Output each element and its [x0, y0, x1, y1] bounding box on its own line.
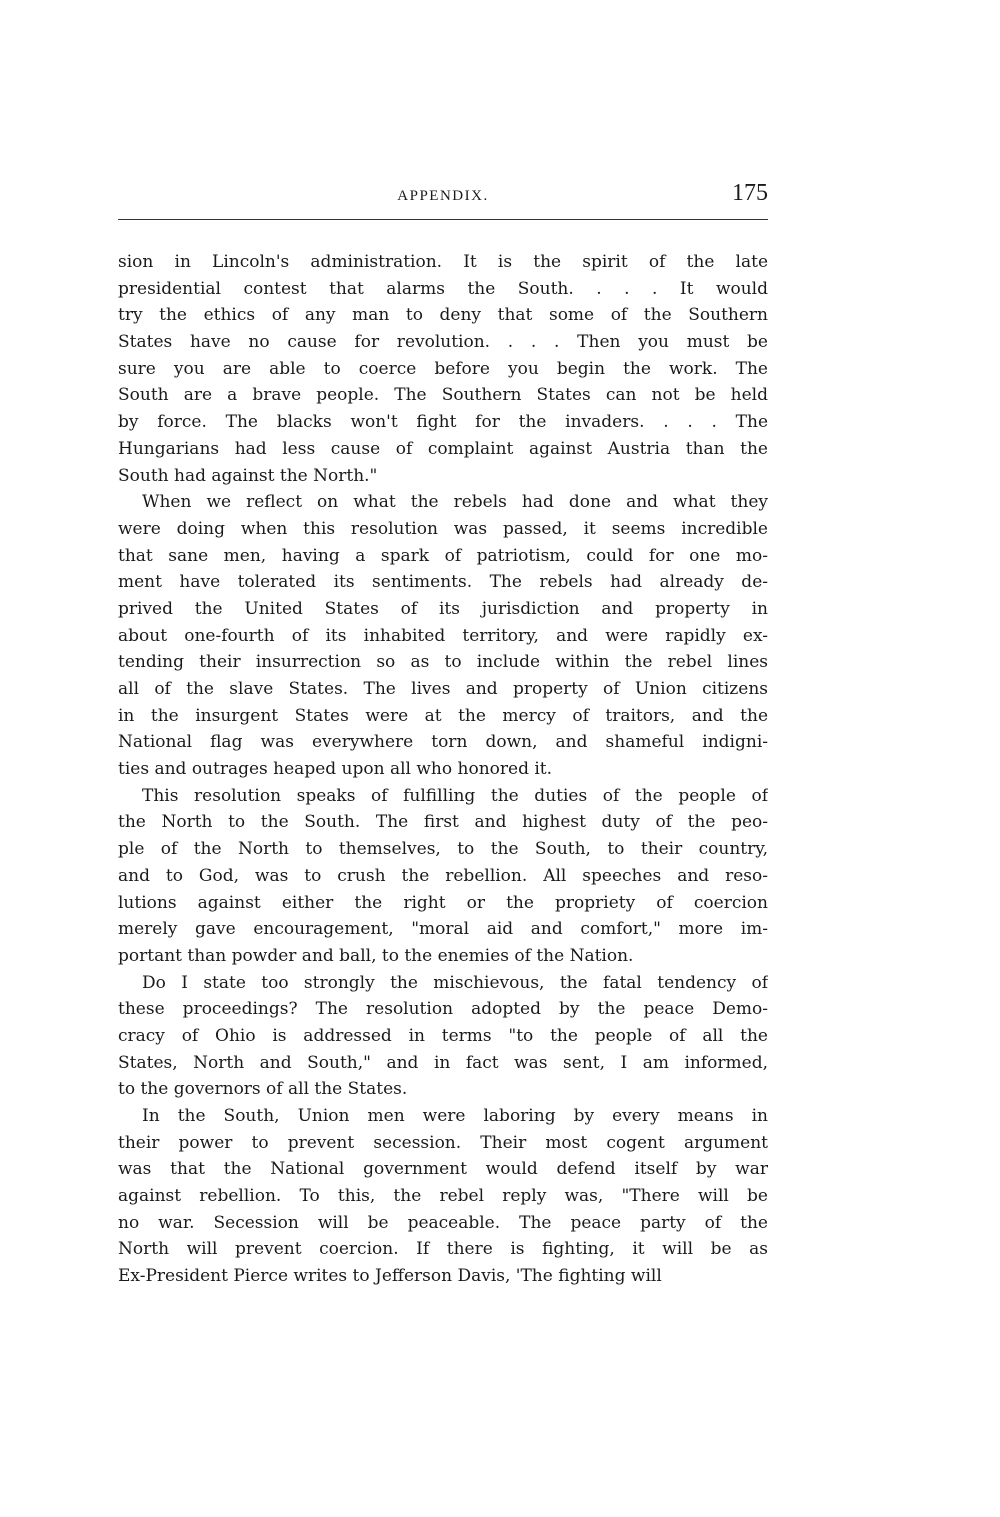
paragraph — [118, 970, 768, 1103]
text-line: States, North and South," and in fact was sent, I am informed, — [118, 1052, 768, 1073]
paragraph — [118, 489, 768, 783]
text-line: and to God, was to crush the rebellion. All speeches and reso- — [118, 865, 768, 886]
text-line: States have no cause for revolution. . . . Then you must be — [118, 332, 768, 353]
text-line: lutions against either the right or the propriety of coercion — [118, 892, 768, 913]
running-head — [118, 180, 768, 220]
text-line: Hungarians had less cause of complaint against Austria than the — [118, 438, 768, 459]
text-line: Ex-President Pierce writes to Jefferson Davis, 'The fighting will — [118, 1266, 662, 1287]
page-number: 175 — [732, 180, 768, 206]
text-line: tending their insurrection so as to include within the rebel lines — [118, 652, 768, 673]
text-line: merely gave encouragement, "moral aid and comfort," more im- — [118, 919, 768, 940]
text-line: This resolution speaks of fulfilling the duties of the people of — [142, 785, 768, 806]
text-line: was that the National government would defend itself by war — [118, 1159, 768, 1180]
paragraph — [118, 1103, 768, 1290]
running-title: APPENDIX. — [397, 188, 489, 204]
text-line: ties and outrages heaped upon all who honored it. — [118, 759, 553, 780]
text-line: sure you are able to coerce before you begin the work. The — [118, 358, 768, 379]
text-line: ment have tolerated its sentiments. The rebels had already de- — [118, 572, 768, 593]
text-line: South had against the North." — [118, 465, 378, 486]
text-line: to the governors of all the States. — [118, 1079, 408, 1100]
text-line: In the South, Union men were laboring by every means in — [142, 1106, 768, 1126]
text-line: portant than powder and ball, to the enemies of the Nation. — [118, 945, 634, 966]
text-line: all of the slave States. The lives and property of Union citizens — [118, 679, 768, 699]
text-line: cracy of Ohio is addressed in terms "to the people of all the — [118, 1025, 768, 1046]
text-line: try the ethics of any man to deny that some of the Southern — [118, 305, 768, 326]
text-line: National flag was everywhere torn down, and shameful indigni- — [118, 732, 768, 753]
text-line: North will prevent coercion. If there is fighting, it will be as — [118, 1239, 768, 1260]
text-line: were doing when this resolution was passed, it seems incredible — [118, 518, 768, 539]
paragraph — [118, 249, 768, 489]
text-line: by force. The blacks won't fight for the invaders. . . . The — [118, 412, 768, 433]
text-line: these proceedings? The resolution adopted by the peace Demo- — [118, 999, 768, 1020]
text-line: sion in Lincoln's administration. It is the spirit of the late — [118, 252, 768, 272]
text-line: South are a brave people. The Southern States can not be held — [118, 385, 768, 406]
body-text — [118, 249, 768, 1290]
text-line: Do I state too strongly the mischievous, the fatal tendency of — [142, 972, 768, 993]
paragraph — [118, 783, 768, 970]
text-line: about one-fourth of its inhabited territory, and were rapidly ex- — [118, 625, 768, 646]
text-line: ple of the North to themselves, to the South, to their country, — [118, 839, 768, 860]
text-line: When we reflect on what the rebels had done and what they — [142, 492, 768, 513]
header-rule — [118, 219, 768, 220]
text-line: that sane men, having a spark of patriotism, could for one mo- — [118, 545, 768, 566]
text-line: their power to prevent secession. Their most cogent argument — [118, 1132, 768, 1153]
text-line: prived the United States of its jurisdiction and property in — [118, 598, 768, 619]
text-line: in the insurgent States were at the mercy of traitors, and the — [118, 705, 768, 726]
text-line: the North to the South. The first and highest duty of the peo- — [118, 812, 768, 833]
text-line: presidential contest that alarms the South. . . . It would — [118, 278, 768, 299]
text-line: against rebellion. To this, the rebel reply was, "There will be — [118, 1186, 768, 1207]
text-line: no war. Secession will be peaceable. The peace party of the — [118, 1212, 768, 1233]
